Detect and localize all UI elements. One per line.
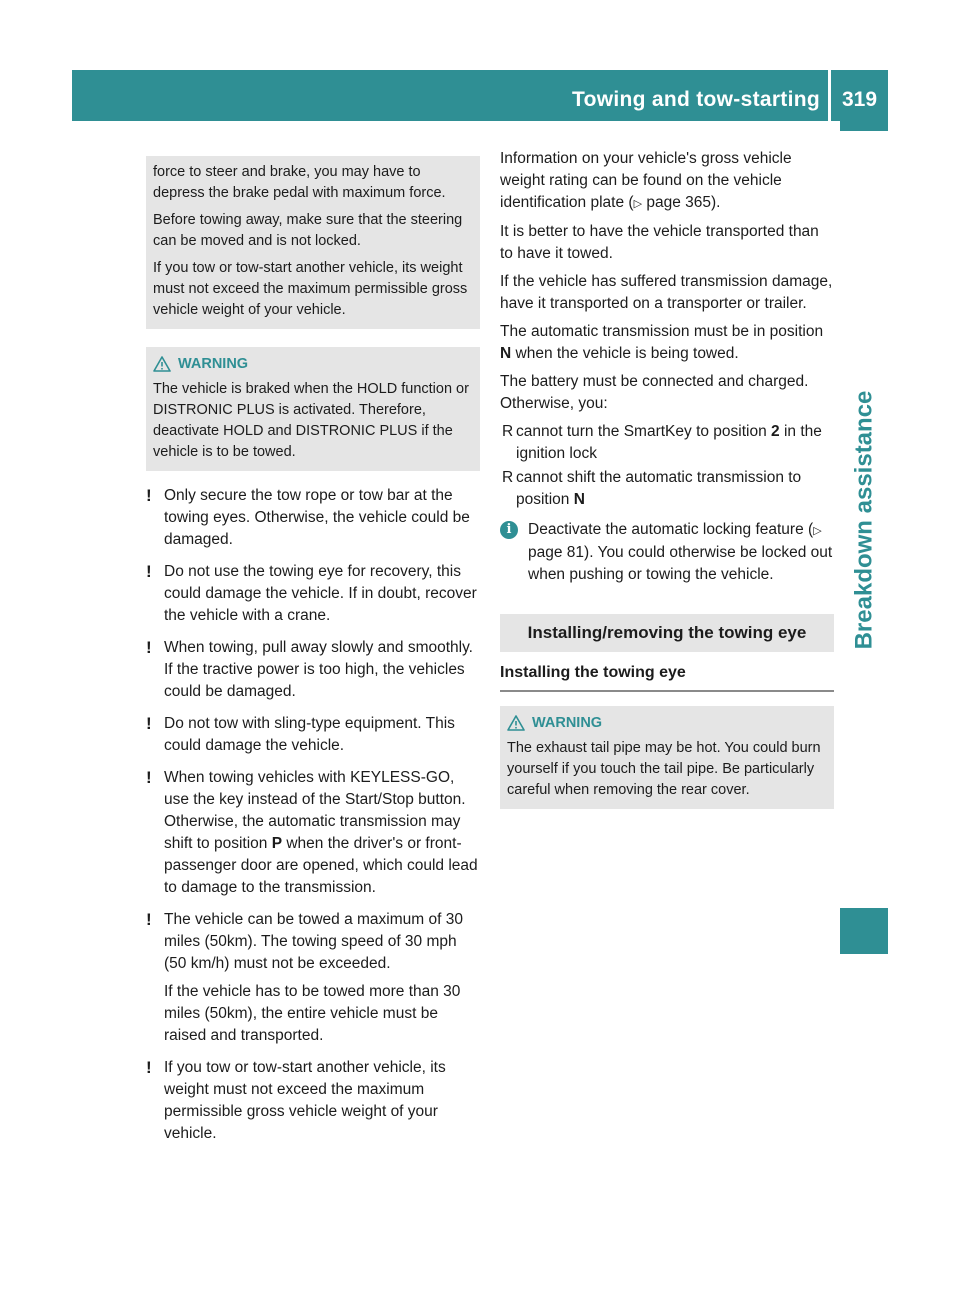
note-text-part: when the driver's or front-passenger door are opened, which could lead to damage to the transmission. (164, 835, 478, 896)
note-text: If the vehicle has to be towed more than 30 miles (50km), the entire vehicle must be raised and transported. (164, 983, 461, 1044)
page-ref-arrow-icon: ▷ (813, 525, 822, 537)
page-ref-arrow-icon: ▷ (633, 198, 643, 210)
warning-text: The exhaust tail pipe may be hot. You could burn yourself if you touch the tail pipe. Be particularly careful when removing the rear cover. (507, 740, 821, 798)
warning-heading (507, 712, 827, 734)
paragraph (500, 321, 834, 365)
section-heading: Installing/removing the towing eye (500, 614, 834, 652)
note-text-part: When towing vehicles with KEYLESS-GO, use the key instead of the Start/Stop button. Otherwise, the automatic transmission may shift to position (164, 769, 466, 852)
text-part: cannot turn the SmartKey to position (516, 423, 772, 440)
key-position: 2 (771, 423, 780, 440)
box-text: If you tow or tow-start another vehicle, its weight must not exceed the maximum permissible gross vehicle weight of your vehicle. (153, 260, 468, 318)
page-number: 319 (842, 88, 878, 111)
bullet-icon: R (502, 469, 514, 486)
exclamation-icon: ! (146, 562, 152, 581)
subsection-heading: Installing the towing eye (500, 652, 834, 692)
warning-continuation-box (146, 156, 480, 329)
note-item (146, 767, 480, 899)
box-text: force to steer and brake, you may have to depress the brake pedal with maximum force. (153, 164, 446, 201)
text-part: Deactivate the automatic locking feature ( (528, 521, 814, 538)
gear-position-p: P (271, 835, 283, 852)
note-item (146, 637, 480, 703)
gear-position-n: N (500, 345, 512, 362)
warning-box (500, 706, 834, 809)
text-part: The automatic transmission must be in position (500, 323, 824, 340)
note-text: Do not tow with sling-type equipment. This could damage the vehicle. (164, 715, 455, 754)
right-column (500, 148, 834, 809)
paragraph (500, 148, 834, 215)
list-item (500, 467, 834, 511)
bullet-icon: R (502, 423, 514, 440)
paragraph: The battery must be connected and charged. Otherwise, you: (500, 373, 809, 412)
side-tab (840, 131, 888, 908)
exclamation-icon: ! (146, 486, 152, 505)
text-part: Information on your vehicle's gross vehicle weight rating can be found on the vehicle identification plate ( (500, 150, 792, 211)
note-text: When towing, pull away slowly and smoothly. If the tractive power is too high, the vehicles could be damaged. (164, 639, 473, 700)
note-item (146, 713, 480, 757)
exclamation-icon: ! (146, 768, 152, 787)
side-tab-block (840, 908, 888, 954)
list-item (500, 421, 834, 465)
warning-box (146, 347, 480, 471)
note-item (146, 1057, 480, 1145)
text-part: page 365). (642, 194, 721, 211)
exclamation-icon: ! (146, 714, 152, 733)
text-part: in the ignition lock (516, 423, 822, 462)
note-text: Do not use the towing eye for recovery, this could damage the vehicle. If in doubt, recover the vehicle with a crane. (164, 563, 477, 624)
header-divider (828, 70, 831, 121)
note-text (164, 767, 480, 899)
warning-triangle-icon (507, 715, 525, 731)
paragraph: If the vehicle has suffered transmission damage, have it transported on a transporter or trailer. (500, 273, 833, 312)
note-item (146, 561, 480, 627)
exclamation-icon: ! (146, 1058, 152, 1077)
exclamation-icon: ! (146, 910, 152, 929)
gear-position-n: N (573, 491, 585, 508)
text-part: when the vehicle is being towed. (511, 345, 739, 362)
left-column (146, 148, 480, 1155)
note-text: If you tow or tow-start another vehicle, its weight must not exceed the maximum permissible gross vehicle weight of your vehicle. (164, 1059, 446, 1142)
paragraph: It is better to have the vehicle transported than to have it towed. (500, 223, 819, 262)
warning-label: WARNING (178, 356, 249, 372)
note-item (146, 909, 480, 1047)
box-text: Before towing away, make sure that the steering can be moved and is not locked. (153, 212, 463, 249)
info-icon: i (500, 521, 518, 539)
warning-label: WARNING (532, 715, 603, 731)
page-title: Towing and tow-starting (572, 88, 820, 111)
note-item (146, 485, 480, 551)
warning-triangle-icon (153, 356, 171, 372)
info-note (500, 519, 834, 586)
warning-heading (153, 353, 473, 375)
note-text: The vehicle can be towed a maximum of 30 miles (50km). The towing speed of 30 mph (50 km/h) must not be exceeded. (164, 911, 463, 972)
side-tab-marker (840, 121, 888, 131)
side-tab-label: Breakdown assistance (850, 390, 878, 649)
note-text: Only secure the tow rope or tow bar at the towing eyes. Otherwise, the vehicle could be damaged. (164, 487, 470, 548)
warning-text: The vehicle is braked when the HOLD function or DISTRONIC PLUS is activated. Therefore, deactivate HOLD and DISTRONIC PLUS if the vehicle is to be towed. (153, 381, 469, 460)
text-part: page 81). You could otherwise be locked out when pushing or towing the vehicle. (528, 544, 833, 583)
exclamation-icon: ! (146, 638, 152, 657)
text-part: cannot shift the automatic transmission to position (516, 469, 802, 508)
bullet-list (500, 421, 834, 511)
